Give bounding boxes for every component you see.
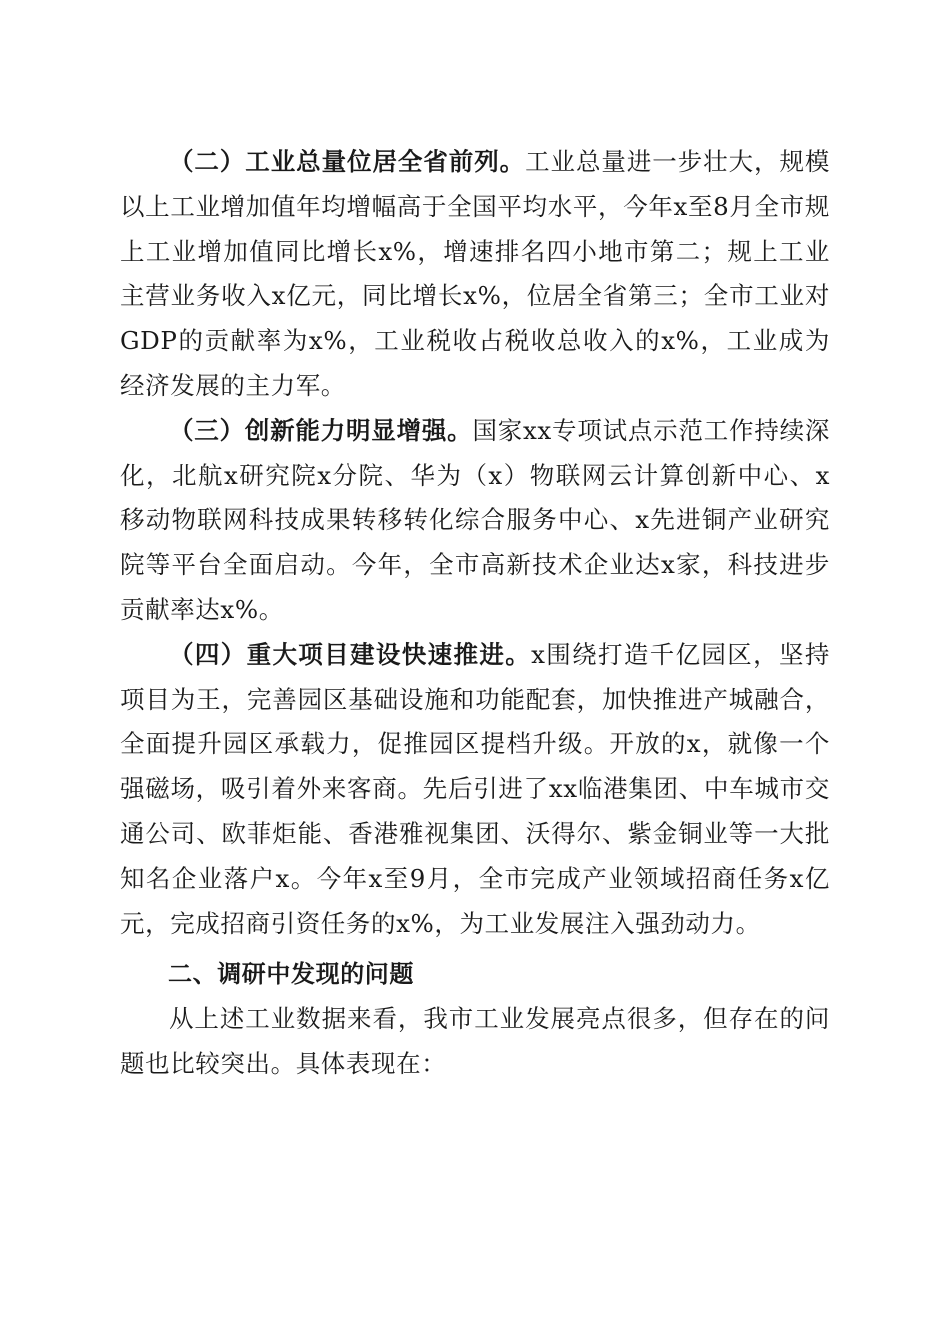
- paragraph-lead: （三）创新能力明显增强。: [169, 415, 473, 445]
- paragraph-body: x围绕打造千亿园区，坚持项目为王，完善园区基础设施和功能配套，加快推进产城融合，全面提升园区承载力，促推园区提档升级。开放的x，就像一个强磁场，吸引着外来客商。先后引进了xx临港集团、中车城市交通公司、欧菲炬能、香港雅视集团、沃得尔、紫金铜业等一大批知名企业落户x。今年x至9月，全市完成产业领域招商任务x亿元，完成招商引资任务的x%，为工业发展注入强劲动力。: [120, 639, 830, 938]
- paragraph-innovation: [120, 409, 830, 633]
- paragraph-body: 工业总量进一步壮大，规模以上工业增加值年均增幅高于全国平均水平，今年x至8月全市规上工业增加值同比增长x%，增速排名四小地市第二；规上工业主营业务收入x亿元，同比增长x%，位居全省第三；全市工业对GDP的贡献率为x%，工业税收占税收总收入的x%，工业成为经济发展的主力军。: [120, 147, 830, 400]
- section-heading: 二、调研中发现的问题: [168, 960, 414, 989]
- paragraph-lead: （四）重大项目建设快速推进。: [169, 639, 532, 669]
- paragraph-major-projects: [120, 633, 830, 947]
- paragraph-lead: （二）工业总量位居全省前列。: [169, 147, 526, 176]
- paragraph-closing: 从上述工业数据来看，我市工业发展亮点很多，但存在的问题也比较突出。具体表现在：: [120, 1004, 830, 1079]
- paragraph-body: 国家xx专项试点示范工作持续深化，北航x研究院x分院、华为（x）物联网云计算创新中心、x移动物联网科技成果转移转化综合服务中心、x先进铜产业研究院等平台全面启动。今年，全市高新技术企业达x家，科技进步贡献率达x%。: [120, 415, 830, 624]
- paragraph-industry-scale: [120, 140, 830, 409]
- document-page: [120, 140, 830, 1087]
